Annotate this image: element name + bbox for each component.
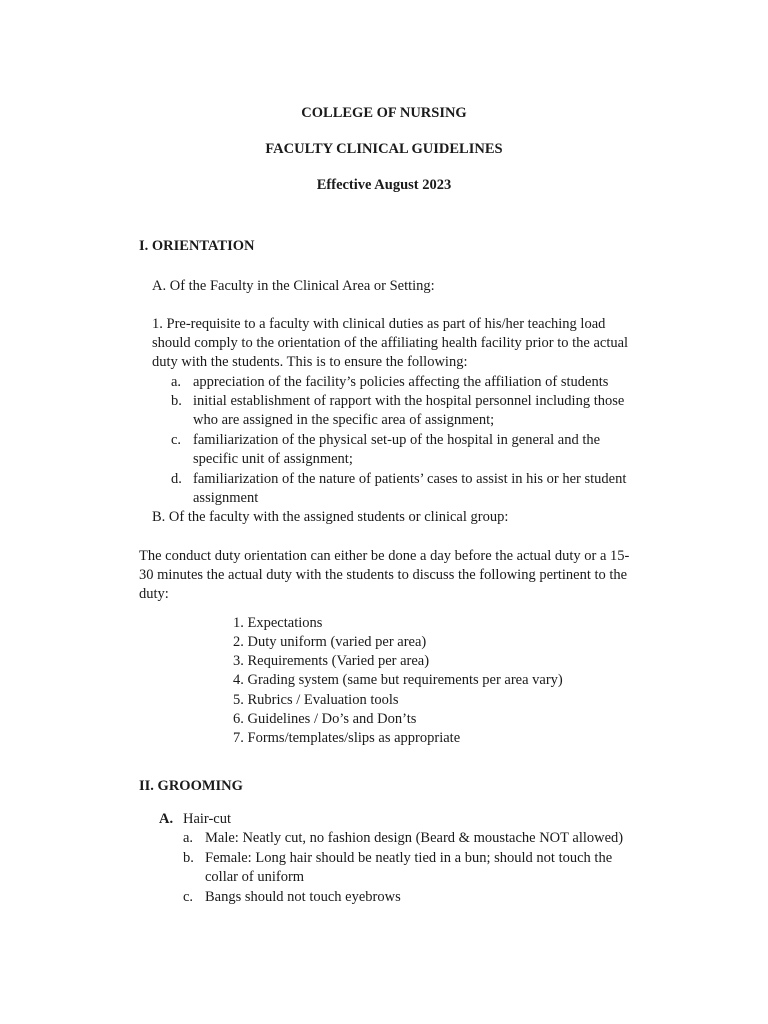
numbered-item: 5. Rubrics / Evaluation tools	[233, 692, 399, 708]
list-item: familiarization of the nature of patients’ cases to assist in his or her student	[193, 471, 627, 487]
document-title: FACULTY CLINICAL GUIDELINES	[265, 141, 503, 157]
list-item: familiarization of the physical set-up of the hospital in general and the	[193, 432, 601, 448]
effective-date: Effective August 2023	[316, 177, 452, 193]
list-item-label: d.	[171, 471, 182, 487]
subsection-a-heading: Hair-cut	[183, 811, 232, 827]
list-item-continuation: who are assigned in the specific area of assignment;	[193, 412, 495, 428]
subsection-b-heading: B. Of the faculty with the assigned students or clinical group:	[152, 509, 509, 525]
section-heading-orientation: I. ORIENTATION	[139, 238, 255, 254]
list-item: Female: Long hair should be neatly tied in a bun; should not touch the	[205, 850, 613, 866]
list-item: appreciation of the facility’s policies affecting the affiliation of students	[193, 374, 609, 390]
list-item-label: b.	[183, 850, 194, 866]
list-item-continuation: collar of uniform	[205, 869, 305, 885]
paragraph-line: The conduct duty orientation can either be done a day before the actual duty or a 15-	[139, 548, 630, 564]
paragraph-line: duty:	[139, 586, 169, 602]
list-item-label: a.	[183, 830, 194, 846]
subsection-a-heading: A. Of the Faculty in the Clinical Area or Setting:	[152, 278, 435, 294]
numbered-item: 4. Grading system (same but requirements per area vary)	[233, 672, 563, 688]
paragraph-line: 1. Pre-requisite to a faculty with clinical duties as part of his/her teaching load	[152, 316, 606, 332]
paragraph-line: 30 minutes the actual duty with the students to discuss the following pertinent to the	[139, 567, 628, 583]
list-item-label: b.	[171, 393, 182, 409]
list-item: Bangs should not touch eyebrows	[205, 889, 401, 905]
subsection-label: A.	[159, 811, 174, 827]
numbered-item: 1. Expectations	[233, 615, 323, 631]
college-heading: COLLEGE OF NURSING	[301, 105, 467, 121]
section-heading-grooming: II. GROOMING	[139, 778, 243, 794]
numbered-item: 7. Forms/templates/slips as appropriate	[233, 730, 461, 746]
numbered-item: 2. Duty uniform (varied per area)	[233, 634, 427, 650]
numbered-item: 3. Requirements (Varied per area)	[233, 653, 430, 669]
list-item-label: c.	[171, 432, 182, 448]
paragraph-line: duty with the students. This is to ensure the following:	[152, 354, 468, 370]
paragraph-line: should comply to the orientation of the affiliating health facility prior to the actual	[152, 335, 629, 351]
list-item-continuation: specific unit of assignment;	[193, 451, 353, 467]
list-item-label: a.	[171, 374, 182, 390]
list-item-label: c.	[183, 889, 194, 905]
numbered-item: 6. Guidelines / Do’s and Don’ts	[233, 711, 417, 727]
list-item: initial establishment of rapport with the hospital personnel including those	[193, 393, 625, 409]
list-item-continuation: assignment	[193, 490, 259, 506]
list-item: Male: Neatly cut, no fashion design (Beard & moustache NOT allowed)	[205, 830, 624, 846]
